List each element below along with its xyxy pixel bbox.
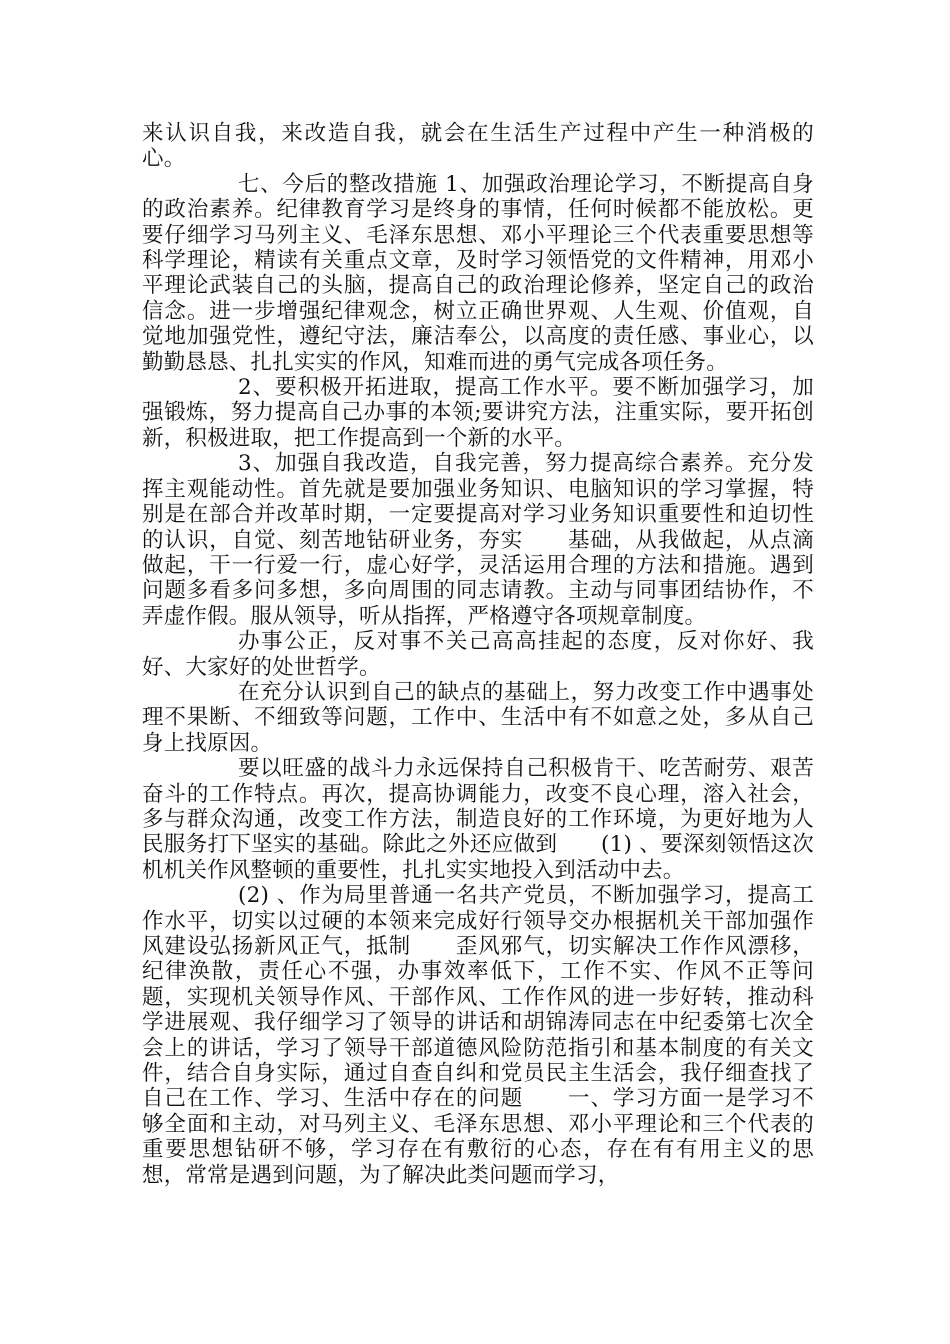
paragraph-fighting-spirit: 要以旺盛的战斗力永远保持自己积极肯干、吃苦耐劳、艰苦奋斗的工作特点。再次，提高协调能力，改变不良心理，溶入社会，多与群众沟通，改变工作方法，制造良好的工作环境，为更好地为人民服务打下坚实的基础。除此之外还应做到 (1) 、要深刻领悟这次机机关作风整顿的重要性，扎扎实实地投入到活动中去。: [142, 756, 814, 883]
paragraph-item-2: 2、要积极开拓进取，提高工作水平。要不断加强学习，加强锻炼，努力提高自己办事的本领;要讲究方法，注重实际，要开拓创新，积极进取，把工作提高到一个新的水平。: [142, 375, 814, 451]
paragraph-item-3: 3、加强自我改造，自我完善，努力提高综合素养。充分发挥主观能动性。首先就是要加强业务知识、电脑知识的学习掌握，特别是在部合并改革时期，一定要提高对学习业务知识重要性和迫切性的认识，自觉、刻苦地钻研业务，夯实 基础，从我做起，从点滴做起，干一行爱一行，虚心好学，灵活运用合理的方法和措施。遇到问题多看多问多想，多向周围的同志请教。主动与同事团结协作，不弄虚作假。服从领导，听从指挥，严格遵守各项规章制度。: [142, 451, 814, 629]
paragraph-shortcomings: 在充分认识到自己的缺点的基础上，努力改变工作中遇事处理不果断、不细致等问题，工作中、生活中有不如意之处，多从自己身上找原因。: [142, 679, 814, 756]
paragraph-party-member: (2) 、作为局里普通一名共产党员，不断加强学习，提高工作水平，切实以过硬的本领来完成好行领导交办根据机关干部加强作风建设弘扬新风正气，抵制 歪风邪气，切实解决工作作风漂移，纪律涣散，责任心不强，办事效率低下，工作不实、作风不正等问题，实现机关领导作风、干部作风、工作作风的进一步好转，推动科学进展观、我仔细学习了领导的讲话和胡锦涛同志在中纪委第七次全会上的讲话，学习了领导干部道德风险防范指引和基本制度的有关文件，结合自身实际，通过自查自纠和党员民主生活会，我仔细查找了自己在工作、学习、生活中存在的问题 一、学习方面一是学习不够全面和主动，对马列主义、毛泽东思想、邓小平理论和三个代表的重要思想钻研不够，学习存在有敷衍的心态，存在有有用主义的思想，常常是遇到问题，为了解决此类问题而学习，: [142, 883, 814, 1188]
paragraph-rectification-measures: 七、今后的整改措施 1、加强政治理论学习，不断提高自身的政治素养。纪律教育学习是终身的事情，任何时候都不能放松。更要仔细学习马列主义、毛泽东思想、邓小平理论三个代表重要思想等科学理论，精读有关重点文章，及时学习领悟党的文件精神，用邓小平理论武装自己的头脑，提高自己的政治理论修养，坚定自己的政治信念。进一步增强纪律观念，树立正确世界观、人生观、价值观，自觉地加强党性，遵纪守法，廉洁奉公，以高度的责任感、事业心，以勤勤恳恳、扎扎实实的作风，知难而进的勇气完成各项任务。: [142, 171, 814, 375]
paragraph-fairness: 办事公正，反对事不关己高高挂起的态度，反对你好、我好、大家好的处世哲学。: [142, 629, 814, 680]
document-body: [142, 121, 814, 1188]
paragraph-continuation: 来认识自我，来改造自我，就会在生活生产过程中产生一种消极的心。: [142, 121, 814, 172]
